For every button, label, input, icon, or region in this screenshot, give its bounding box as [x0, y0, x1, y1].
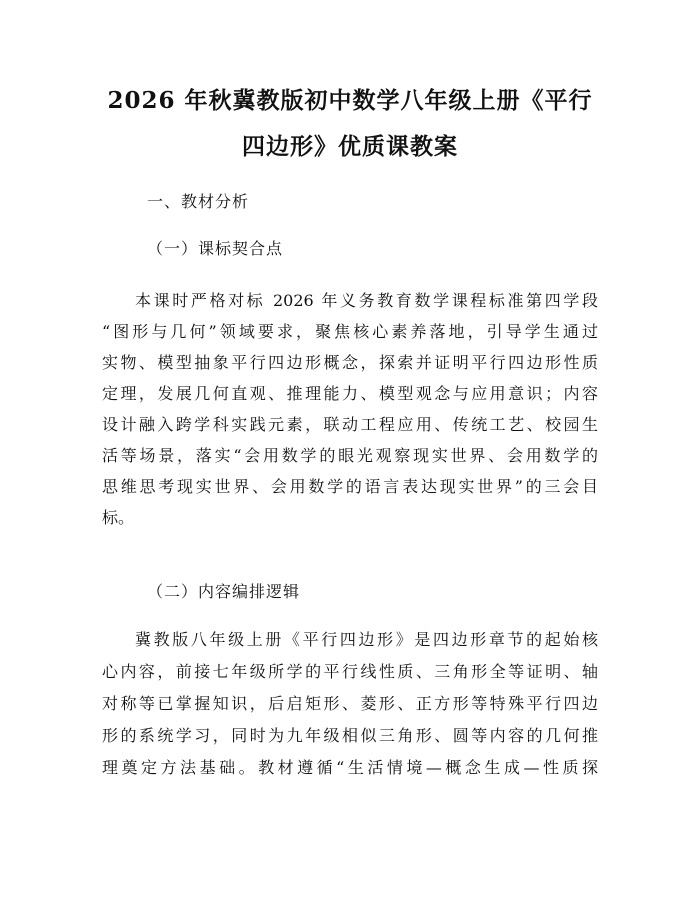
document-title-line-2: 四边形》优质课教案 [242, 133, 458, 160]
document-title-line-1: 2026 年秋冀教版初中数学八年级上册《平行 [107, 87, 593, 114]
section-heading-textbook-analysis: 一、教材分析 [147, 192, 250, 211]
paragraph-line: 设计融入跨学科实践元素，联动工程应用、传统工艺、校园生 [102, 415, 598, 434]
paragraph-line: “图形与几何”领域要求，聚焦核心素养落地，引导学生通过 [102, 322, 598, 341]
subsection-heading-content-logic: （二）内容编排逻辑 [147, 582, 301, 601]
paragraph-line: 活等场景，落实“会用数学的眼光观察现实世界、会用数学的 [102, 446, 598, 465]
paragraph-line: 对称等已掌握知识，后启矩形、菱形、正方形等特殊平行四边 [102, 694, 598, 713]
paragraph-line: 实物、模型抽象平行四边形概念，探索并证明平行四边形性质 [102, 353, 598, 372]
paragraph-line: 定理，发展几何直观、推理能力、模型观念与应用意识；内容 [102, 384, 598, 403]
paragraph-line: 本课时严格对标 2026 年义务教育数学课程标准第四学段 [135, 291, 598, 310]
subsection-heading-curriculum-alignment: （一）课标契合点 [147, 239, 284, 258]
paragraph-line: 冀教版八年级上册《平行四边形》是四边形章节的起始核 [135, 630, 598, 649]
paragraph-line: 标。 [102, 508, 135, 527]
paragraph-line: 形的系统学习，同时为九年级相似三角形、圆等内容的几何推 [102, 726, 598, 745]
paragraph-line: 理奠定方法基础。教材遵循“生活情境—概念生成—性质探 [102, 758, 598, 777]
paragraph-line: 心内容，前接七年级所学的平行线性质、三角形全等证明、轴 [102, 662, 598, 681]
paragraph-line: 思维思考现实世界、会用数学的语言表达现实世界”的三会目 [102, 477, 598, 496]
